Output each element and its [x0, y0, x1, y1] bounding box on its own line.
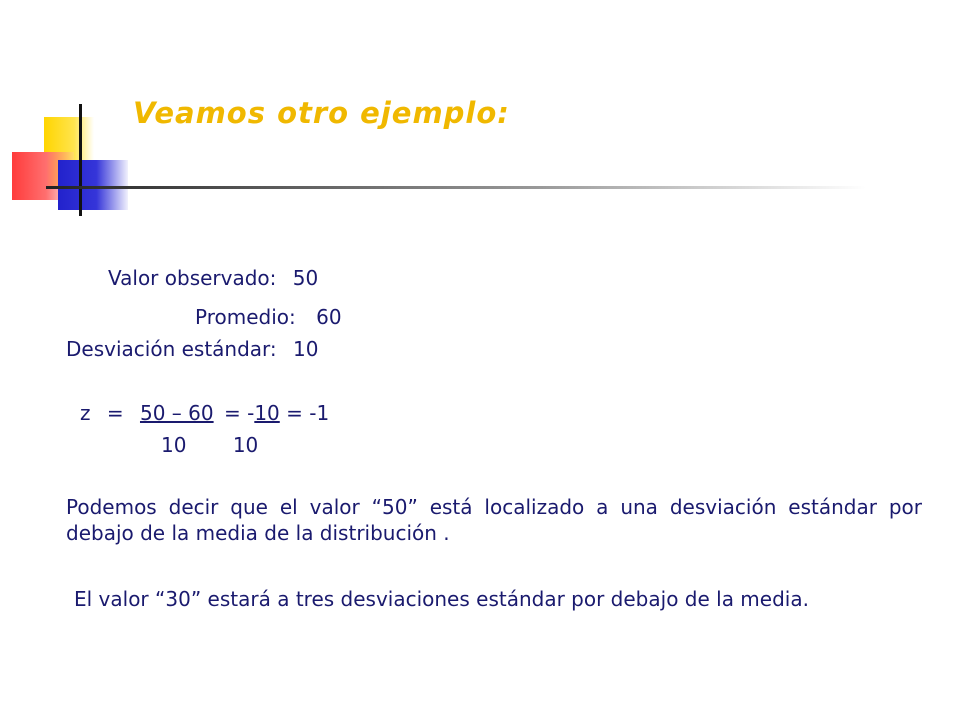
formula-numerator-result: 10: [254, 401, 280, 425]
formula-denominator: 10: [161, 433, 187, 457]
title-underline-rule: [46, 186, 866, 189]
blue-square-decoration: [58, 160, 128, 210]
formula-numerator-difference: 50 – 60: [139, 401, 214, 425]
z-formula-denominators: [161, 433, 258, 457]
observed-label: Valor observado:: [108, 266, 277, 290]
slide-title: Veamos otro ejemplo:: [133, 96, 510, 130]
vertical-rule: [79, 104, 82, 216]
corner-decoration: [0, 0, 140, 230]
z-symbol: z: [80, 401, 91, 425]
paragraph-interpretation-50: Podemos decir que el valor “50” está localizado a una desviación estándar por debajo de la media de la distribución .: [66, 495, 922, 545]
equals-sign: =: [223, 401, 241, 425]
mean-label: Promedio:: [195, 305, 296, 329]
formula-denominator: 10: [232, 433, 259, 457]
minus-sign: -: [247, 401, 255, 425]
observed-value: 50: [292, 266, 319, 290]
formula-result: = -1: [286, 401, 330, 425]
sd-row: [66, 337, 318, 361]
paragraph-interpretation-30: El valor “30” estará a tres desviaciones estándar por debajo de la media.: [74, 587, 809, 611]
equals-sign: =: [106, 401, 124, 425]
sd-label: Desviación estándar:: [66, 337, 277, 361]
sd-value: 10: [293, 337, 319, 361]
observed-row: [108, 266, 318, 290]
mean-row: [195, 305, 342, 329]
z-formula: [80, 401, 329, 425]
mean-value: 60: [316, 305, 342, 329]
